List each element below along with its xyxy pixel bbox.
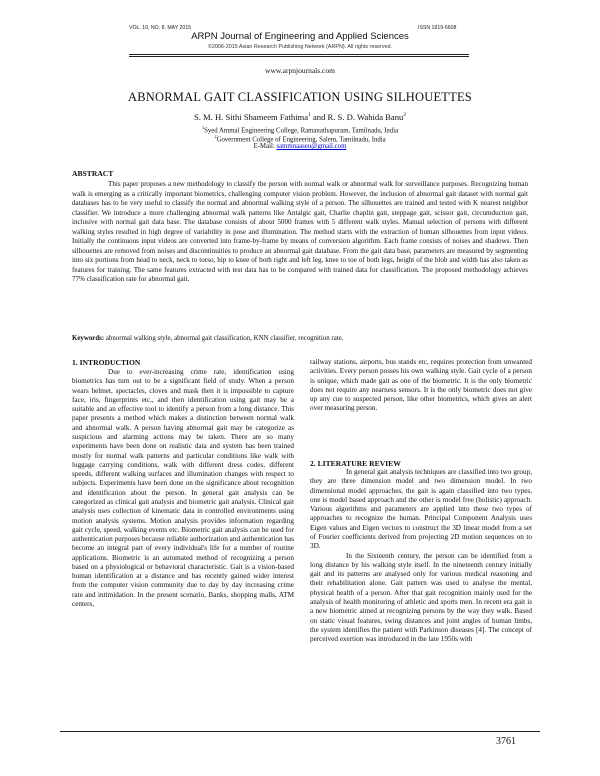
- author-2-name: and R. S. D. Wahida Banu: [310, 112, 404, 122]
- abstract-body: This paper proposes a new methodology to classify the person with normal walk or abnormal walk for surveillance purposes. Recognizing human walk is emerging as a critically important biometrics, challenging computer vision problem. However, the inclusion of abnormal gait dataset with normal gait databases has to be very useful to classify the normal and abnormal walking style of a person. The silhouettes are trained and tested with K nearest neighbor classifier. We introduce a more challenging abnormal walk patterns like Antalgic gait, Charlie chaplin gait, steppage gait, scissor gait, circumduction gait, inclusive with normal gait data base. The database consists of about 5000 frames with 5 different walk styles. Manual selection of persons with different walking styles resulted in high degree of variability in pose and illumination. The method starts with the extraction of human silhouettes from input videos. Initially the continuous input videos are converted into frame-by-frame by means of conversion algorithm. Each frame consists of noises and shadows. Then silhouettes are removed from noises and discontinuities to produce an abnormal gait database. From the gait data base, parameters are measured by segmenting into six portions from head to neck, neck to torso, hip to knee of both right and left leg, knee to toe of both legs, height of the blob and width has also taken as features for training. The same features extracted with test data has to be compared with trained data for classification. The proposed methodology achieves 77% classification rate for abnormal gait.: [72, 180, 528, 284]
- header-issn: ISSN 1819-6608: [418, 25, 457, 31]
- journal-website-link[interactable]: www.arpnjournals.com: [265, 66, 335, 75]
- review-paragraph-2: In the Sixteenth century, the person can be identified from a long distance by his walking style itself. In the nineteenth century initially gait and its patterns are analysed only for various medical reasoning and their rehabilitation alone. Gait pattern was used to analyse the mental, physical health of a person. After that gait recognition mainly used for the analysis of health monitoring of athletic and sports men. In recent era gait is a new biometric aimed at recognizing persons by the way they walk. Based on static visual features, swing distances and joint angles of human limbs, the system identifies the patient with Parkinson diseases [4]. The concept of perceived exertion was introduced in the late 1950s with: [310, 551, 532, 644]
- email-label: E-Mail:: [253, 143, 277, 150]
- keywords-line: [72, 335, 528, 342]
- author-1-sup: 1: [308, 112, 311, 119]
- affiliation-2-text: Government College of Engineering, Salem, Tamilnadu, India: [216, 136, 386, 144]
- footer-rule: [60, 731, 540, 732]
- author-line: [0, 112, 600, 122]
- header-rule-thin: [129, 56, 469, 57]
- review-paragraph-1: In general gait analysis techniques are classified into two group, they are three dimension model and two dimension model. In two dimensional model approaches, the gait is again classified into two types, one is model based approach and the other is model free (holistic) approach. Various algorithms and parameters are applied into these two types of approaches to recognize the human. Principal Component Analysis uses Eigen values and Eigen vectors to construct the 3D linear model from a set of Fourier coefficients derived from projecting 2D motion sequences on to 3D.: [310, 468, 532, 551]
- copyright-notice: ©2006-2015 Asian Research Publishing Network (ARPN). All rights reserved.: [207, 44, 393, 50]
- author-1-name: S. M. H. Sithi Shameem Fathima: [193, 112, 309, 122]
- review-heading: 2. LITERATURE REVIEW: [310, 459, 401, 468]
- keywords-label: Keywords:: [72, 335, 105, 342]
- journal-name: ARPN Journal of Engineering and Applied Sciences: [191, 31, 409, 42]
- review-column: [310, 468, 532, 644]
- affiliation-1: [0, 125, 600, 134]
- left-column: [72, 368, 294, 609]
- paper-title: ABNORMAL GAIT CLASSIFICATION USING SILHOUETTES: [128, 90, 472, 104]
- intro-paragraph: Due to ever-increasing crime rate, identification using biometrics has turn out to be a significant field of study. When a person wears helmet, spectacles, cloves and mask then it is impossible to capture face, iris, fingerprints etc., and then identification using gait may be a suitable and an effective tool to identify a person from a long distance. This paper presents a method which makes a distinction between normal walk and abnormal walk. A person having abnormal gait may be categorize as suspicious and alarming actions may be taken. There are so many experiments have been done on realistic data and system has been trained mostly for normal walk patterns and particular conditions like walk with luggage carrying conditions, walk with different dress codes, different speeds, different walking surfaces and illumination changes with respect to subjects. Experiments have been done on the significance about recognition and identification about the person. In general gait analysis can be categorized as clinical gait analysis and biometric gait analysis. Clinical gait analysis uses collection of kinematic data in controlled environments using motion analysis systems. Motion analysis provides information regarding gait cycle, speed, walking events etc. Biometric gait analysis can be used for authentication purposes because reliable authorization and authentication has become an integral part of every individual's life for a number of routine applications. Biometric is an automated method of recognizing a person based on a physiological or behavioral characteristic. Gait is a vision-based human identification at a distance and has recently gained wider interest from the computer vision community due to day by day increasing crime rate and intimidation. In the present scenario, Banks, shopping malls, ATM centers,: [72, 368, 294, 609]
- affiliation-1-text: Syed Ammal Engineering College, Ramanathapuram, Tamilnadu, India: [204, 127, 399, 135]
- affiliation-1-sup: 1: [201, 125, 205, 130]
- author-2-sup: 2: [403, 112, 407, 119]
- intro-continuation: railway stations, airports, bus stands etc, requires protection from unwanted activities. Every person posses his own walking style. Gait cycle of a person is unique, which made gait as one of the biometric. It is the only biometric does not require any nearness sensors. It is the only biometric does not give up any cue to suspected person, like other biometrics, which gives an alert over measuring person.: [310, 358, 532, 413]
- header-rule: [129, 54, 469, 55]
- email-line: [0, 143, 600, 150]
- affiliation-2-sup: 2: [214, 134, 217, 139]
- email-link[interactable]: sammnaaseu@gmail.com: [276, 143, 347, 150]
- keywords-text: abnormal walking style, abnormal gait classification, KNN classifier, recognition rate.: [104, 335, 344, 342]
- affiliation-2: [0, 134, 600, 143]
- header-volume-line: VOL. 10, NO. 8, MAY 2015: [129, 25, 192, 31]
- right-column: [310, 358, 532, 414]
- page-number: 3761: [496, 736, 516, 747]
- abstract-heading: ABSTRACT: [72, 169, 114, 178]
- intro-heading: 1. INTRODUCTION: [72, 358, 141, 367]
